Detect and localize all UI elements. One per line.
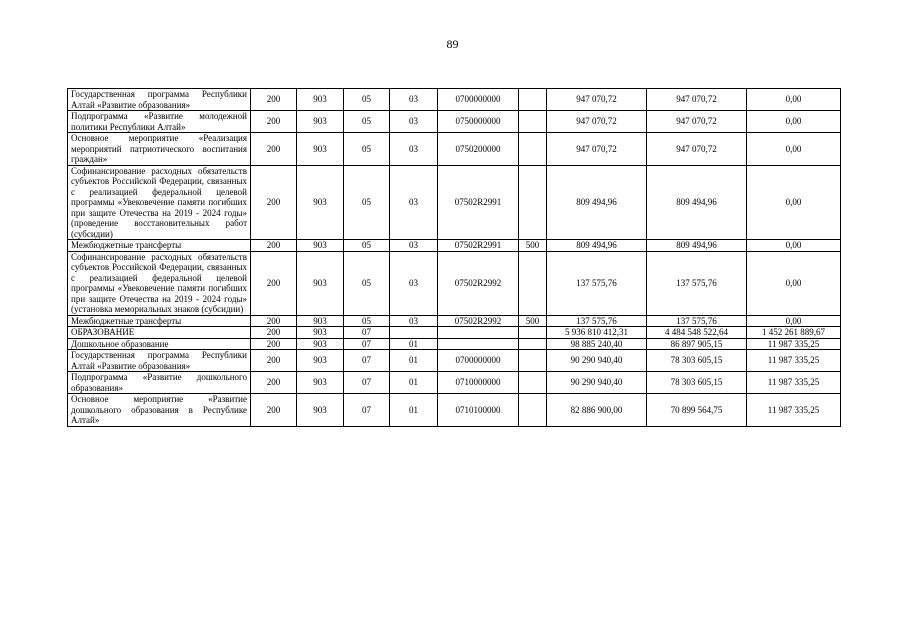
grbs-code: 200 — [251, 133, 297, 166]
dept-code: 903 — [297, 350, 344, 372]
item-name: Государственная программа Республики Алтай «Развитие образования» — [68, 89, 251, 111]
section-code: 05 — [344, 251, 390, 315]
section-code: 07 — [344, 394, 390, 427]
amount-column-2: 4 484 548 522,64 — [647, 327, 747, 339]
grbs-code: 200 — [251, 350, 297, 372]
amount-column-2: 78 303 605,15 — [647, 350, 747, 372]
amount-total: 947 070,72 — [547, 133, 647, 166]
table-row — [68, 111, 841, 133]
dept-code: 903 — [297, 89, 344, 111]
dept-code: 903 — [297, 165, 344, 240]
expense-type-code: 500 — [519, 315, 547, 327]
table-row — [68, 251, 841, 315]
table-row — [68, 327, 841, 339]
item-name: ОБРАЗОВАНИЕ — [68, 327, 251, 339]
amount-column-2: 947 070,72 — [647, 89, 747, 111]
amount-total: 5 936 810 412,31 — [547, 327, 647, 339]
item-name: Дошкольное образование — [68, 338, 251, 350]
dept-code: 903 — [297, 240, 344, 252]
grbs-code: 200 — [251, 240, 297, 252]
item-name: Государственная программа Республики Алтай «Развитие образования» — [68, 350, 251, 372]
grbs-code: 200 — [251, 372, 297, 394]
section-code: 07 — [344, 327, 390, 339]
expense-type-code — [519, 165, 547, 240]
expense-type-code — [519, 350, 547, 372]
amount-column-2: 86 897 905,15 — [647, 338, 747, 350]
target-article-code — [438, 327, 519, 339]
grbs-code: 200 — [251, 338, 297, 350]
dept-code: 903 — [297, 394, 344, 427]
amount-column-2: 809 494,96 — [647, 165, 747, 240]
item-name: Основное мероприятие «Развитие дошкольного образования в Республике Алтай» — [68, 394, 251, 427]
amount-column-3: 11 987 335,25 — [747, 394, 841, 427]
grbs-code: 200 — [251, 394, 297, 427]
amount-column-2: 947 070,72 — [647, 111, 747, 133]
dept-code: 903 — [297, 315, 344, 327]
item-name: Софинансирование расходных обязательств субъектов Российской Федерации, связанных с реализацией федеральной целевой программы «Увековечение памяти погибших при защите Отечества на 2019 - 2024 годы» (проведение восстановительных работ (субсидии) — [68, 165, 251, 240]
amount-column-3: 0,00 — [747, 315, 841, 327]
amount-column-3: 0,00 — [747, 165, 841, 240]
grbs-code: 200 — [251, 89, 297, 111]
expense-type-code — [519, 338, 547, 350]
section-code: 05 — [344, 89, 390, 111]
item-name: Основное мероприятие «Реализация мероприятий патриотического воспитания граждан» — [68, 133, 251, 166]
expense-type-code — [519, 394, 547, 427]
subsection-code: 01 — [390, 372, 438, 394]
subsection-code: 03 — [390, 315, 438, 327]
target-article-code: 0700000000 — [438, 350, 519, 372]
section-code: 05 — [344, 315, 390, 327]
amount-total: 137 575,76 — [547, 315, 647, 327]
expense-type-code — [519, 327, 547, 339]
section-code: 05 — [344, 111, 390, 133]
amount-total: 947 070,72 — [547, 89, 647, 111]
item-name: Софинансирование расходных обязательств субъектов Российской Федерации, связанных с реализацией федеральной целевой программы «Увековечение памяти погибших при защите Отечества на 2019 - 2024 годы» (установка мемориальных знаков (субсидии) — [68, 251, 251, 315]
dept-code: 903 — [297, 111, 344, 133]
amount-total: 90 290 940,40 — [547, 372, 647, 394]
amount-column-3: 11 987 335,25 — [747, 350, 841, 372]
amount-column-3: 1 452 261 889,67 — [747, 327, 841, 339]
amount-column-2: 137 575,76 — [647, 251, 747, 315]
dept-code: 903 — [297, 372, 344, 394]
target-article-code: 0710100000 — [438, 394, 519, 427]
amount-total: 98 885 240,40 — [547, 338, 647, 350]
table-row — [68, 338, 841, 350]
subsection-code: 03 — [390, 111, 438, 133]
target-article-code — [438, 338, 519, 350]
target-article-code: 07502R2992 — [438, 251, 519, 315]
table-row — [68, 350, 841, 372]
amount-total: 809 494,96 — [547, 240, 647, 252]
amount-total: 137 575,76 — [547, 251, 647, 315]
table-row — [68, 165, 841, 240]
section-code: 05 — [344, 240, 390, 252]
amount-column-3: 0,00 — [747, 89, 841, 111]
subsection-code: 01 — [390, 338, 438, 350]
table-row — [68, 133, 841, 166]
item-name: Межбюджетные трансферты — [68, 315, 251, 327]
expense-type-code — [519, 251, 547, 315]
grbs-code: 200 — [251, 315, 297, 327]
page-number: 89 — [446, 37, 459, 51]
subsection-code: 03 — [390, 133, 438, 166]
amount-column-2: 947 070,72 — [647, 133, 747, 166]
subsection-code: 03 — [390, 251, 438, 315]
amount-column-2: 78 303 605,15 — [647, 372, 747, 394]
grbs-code: 200 — [251, 165, 297, 240]
subsection-code: 03 — [390, 240, 438, 252]
expense-type-code: 500 — [519, 240, 547, 252]
dept-code: 903 — [297, 338, 344, 350]
table-row — [68, 240, 841, 252]
table-row — [68, 372, 841, 394]
item-name: Подпрограмма «Развитие молодежной политики Республики Алтай» — [68, 111, 251, 133]
target-article-code: 0750200000 — [438, 133, 519, 166]
expense-type-code — [519, 133, 547, 166]
amount-column-3: 0,00 — [747, 240, 841, 252]
amount-column-2: 809 494,96 — [647, 240, 747, 252]
target-article-code: 07502R2992 — [438, 315, 519, 327]
target-article-code: 0700000000 — [438, 89, 519, 111]
item-name: Подпрограмма «Развитие дошкольного образования» — [68, 372, 251, 394]
target-article-code: 07502R2991 — [438, 165, 519, 240]
grbs-code: 200 — [251, 327, 297, 339]
dept-code: 903 — [297, 133, 344, 166]
section-code: 07 — [344, 338, 390, 350]
amount-column-3: 0,00 — [747, 111, 841, 133]
grbs-code: 200 — [251, 111, 297, 133]
amount-total: 90 290 940,40 — [547, 350, 647, 372]
amount-column-3: 11 987 335,25 — [747, 338, 841, 350]
table-row — [68, 89, 841, 111]
expense-type-code — [519, 89, 547, 111]
subsection-code: 01 — [390, 350, 438, 372]
target-article-code: 07502R2991 — [438, 240, 519, 252]
subsection-code: 03 — [390, 89, 438, 111]
target-article-code: 0750000000 — [438, 111, 519, 133]
target-article-code: 0710000000 — [438, 372, 519, 394]
table-row — [68, 394, 841, 427]
amount-column-3: 11 987 335,25 — [747, 372, 841, 394]
section-code: 07 — [344, 350, 390, 372]
amount-column-2: 70 899 564,75 — [647, 394, 747, 427]
budget-table — [67, 88, 841, 427]
dept-code: 903 — [297, 327, 344, 339]
table-row — [68, 315, 841, 327]
item-name: Межбюджетные трансферты — [68, 240, 251, 252]
amount-total: 947 070,72 — [547, 111, 647, 133]
amount-total: 82 886 900,00 — [547, 394, 647, 427]
dept-code: 903 — [297, 251, 344, 315]
amount-column-3: 0,00 — [747, 251, 841, 315]
amount-column-3: 0,00 — [747, 133, 841, 166]
subsection-code: 03 — [390, 165, 438, 240]
section-code: 05 — [344, 165, 390, 240]
section-code: 05 — [344, 133, 390, 166]
grbs-code: 200 — [251, 251, 297, 315]
amount-total: 809 494,96 — [547, 165, 647, 240]
amount-column-2: 137 575,76 — [647, 315, 747, 327]
expense-type-code — [519, 111, 547, 133]
section-code: 07 — [344, 372, 390, 394]
subsection-code — [390, 327, 438, 339]
subsection-code: 01 — [390, 394, 438, 427]
expense-type-code — [519, 372, 547, 394]
